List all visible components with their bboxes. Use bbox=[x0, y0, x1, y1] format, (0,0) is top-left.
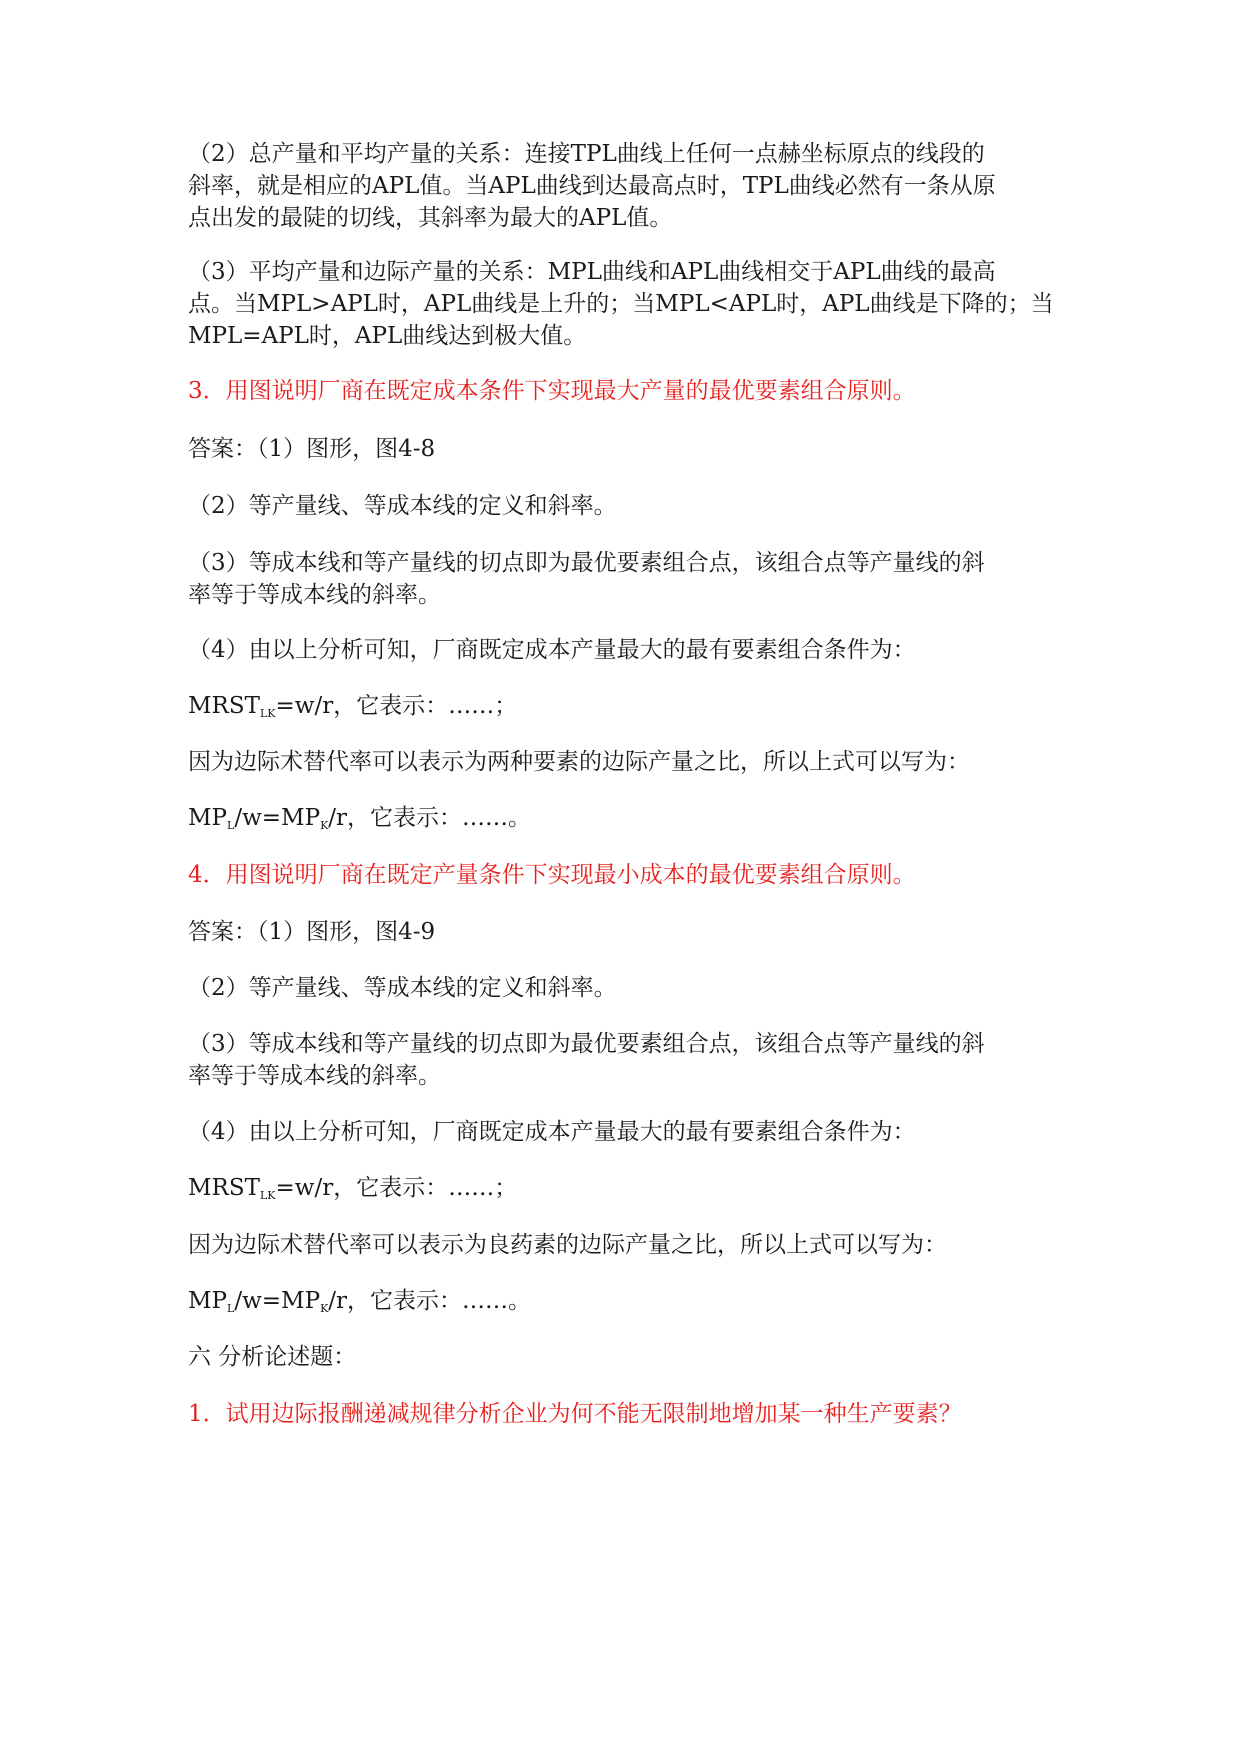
formula-subscript: L bbox=[227, 819, 235, 832]
paragraph-line: 斜率，就是相应的APL值。当APL曲线到达最高点时，TPL曲线必然有一条从原 bbox=[188, 173, 996, 199]
question-4-heading: 4．用图说明厂商在既定产量条件下实现最小成本的最优要素组合原则。 bbox=[188, 862, 916, 888]
answer-line: 答案：（1）图形，图4-8 bbox=[188, 436, 436, 462]
section-heading: 六 分析论述题： bbox=[188, 1344, 357, 1370]
formula-text: MRST bbox=[188, 693, 260, 719]
answer-line: 率等于等成本线的斜率。 bbox=[188, 582, 441, 608]
answer-line: 率等于等成本线的斜率。 bbox=[188, 1063, 441, 1089]
paragraph-line: 点出发的最陡的切线，其斜率为最大的APL值。 bbox=[188, 205, 673, 231]
formula-subscript: K bbox=[320, 819, 329, 832]
formula-mrst bbox=[188, 690, 1068, 722]
paragraph-line: 点。当MPL>APL时，APL曲线是上升的；当MPL<APL时，APL曲线是下降的；当 bbox=[188, 291, 1054, 317]
formula-text: =w/r，它表示：……； bbox=[275, 1175, 518, 1201]
paragraph-line: （2）总产量和平均产量的关系：连接TPL曲线上任何一点赫坐标原点的线段的 bbox=[188, 141, 985, 167]
answer-line: （3）等成本线和等产量线的切点即为最优要素组合点，该组合点等产量线的斜 bbox=[188, 550, 985, 576]
answer-line: （3）等成本线和等产量线的切点即为最优要素组合点，该组合点等产量线的斜 bbox=[188, 1031, 985, 1057]
formula-text: /w=MP bbox=[234, 1288, 321, 1314]
formula-text: =w/r，它表示：……； bbox=[275, 693, 518, 719]
formula-mp bbox=[188, 1285, 1068, 1317]
formula-subscript: K bbox=[320, 1302, 329, 1315]
answer-line: （4）由以上分析可知，厂商既定成本产量最大的最有要素组合条件为： bbox=[188, 1119, 916, 1145]
formula-mrst bbox=[188, 1172, 1068, 1204]
formula-text: /r，它表示：……。 bbox=[328, 805, 532, 831]
formula-text: /w=MP bbox=[234, 805, 321, 831]
question-6-1-heading: 1．试用边际报酬递减规律分析企业为何不能无限制地增加某一种生产要素？ bbox=[188, 1401, 962, 1427]
formula-subscript: L bbox=[227, 1302, 235, 1315]
paragraph-line: MPL=APL时，APL曲线达到极大值。 bbox=[188, 323, 587, 349]
formula-subscript: LK bbox=[259, 707, 276, 720]
formula-text: /r，它表示：……。 bbox=[328, 1288, 532, 1314]
formula-mp bbox=[188, 802, 1068, 834]
question-3-heading: 3．用图说明厂商在既定成本条件下实现最大产量的最优要素组合原则。 bbox=[188, 378, 916, 404]
answer-line: 因为边际术替代率可以表示为良药素的边际产量之比，所以上式可以写为： bbox=[188, 1232, 947, 1258]
answer-line: （2）等产量线、等成本线的定义和斜率。 bbox=[188, 975, 617, 1001]
answer-line: 因为边际术替代率可以表示为两种要素的边际产量之比，所以上式可以写为： bbox=[188, 749, 970, 775]
answer-line: 答案：（1）图形，图4-9 bbox=[188, 919, 436, 945]
formula-text: MP bbox=[188, 805, 228, 831]
formula-text: MRST bbox=[188, 1175, 260, 1201]
answer-line: （2）等产量线、等成本线的定义和斜率。 bbox=[188, 493, 617, 519]
formula-subscript: LK bbox=[259, 1189, 276, 1202]
answer-line: （4）由以上分析可知，厂商既定成本产量最大的最有要素组合条件为： bbox=[188, 637, 916, 663]
paragraph-line: （3）平均产量和边际产量的关系：MPL曲线和APL曲线相交于APL曲线的最高 bbox=[188, 259, 996, 285]
formula-text: MP bbox=[188, 1288, 228, 1314]
